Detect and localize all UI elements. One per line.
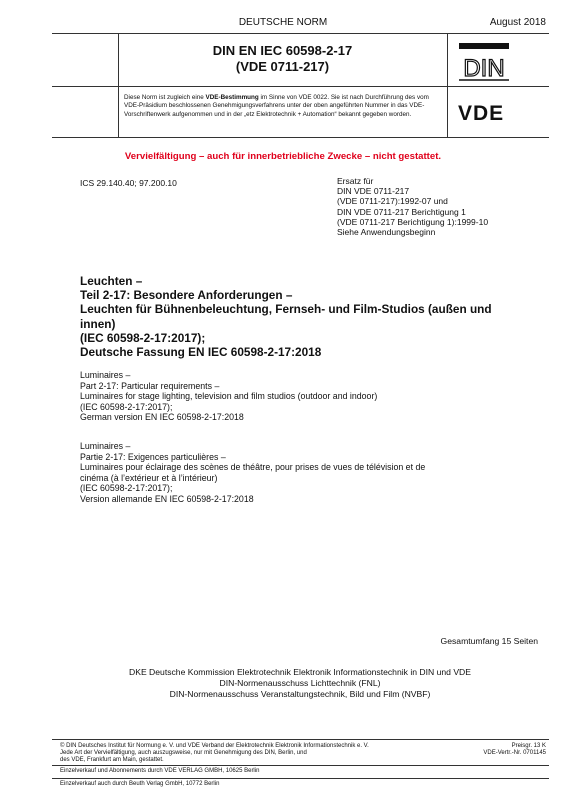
footer-rule	[52, 739, 549, 740]
vde-note-bold: VDE-Bestimmung	[205, 94, 259, 101]
header-norm-type: DEUTSCHE NORM	[238, 17, 328, 28]
title-french-line: Luminaires pour éclairage des scènes de théâtre, pour prises de vues de télévision et de	[80, 462, 426, 472]
replacement-line: DIN VDE 0711-217 Berichtigung 1	[337, 206, 466, 217]
din-logo-text: DIN	[463, 55, 505, 82]
title-french-line: Luminaires –	[80, 441, 131, 451]
committee-line: DKE Deutsche Kommission Elektrotechnik Elektronik Informationstechnik in DIN und VDE	[129, 667, 471, 677]
price-info	[483, 743, 546, 757]
title-french-line: cinéma (à l’extérieur et à l’intérieur)	[80, 472, 218, 483]
title-german-line: Leuchten –	[80, 274, 143, 288]
replacement-line: Siehe Anwendungsbeginn	[337, 227, 436, 238]
title-german-line: Deutsche Fassung EN IEC 60598-2-17:2018	[80, 345, 322, 360]
committee-line: DIN-Normenausschuss Lichttechnik (FNL)	[219, 678, 381, 688]
title-german-line: Teil 2-17: Besondere Anforderungen –	[80, 288, 293, 303]
title-french-line: (IEC 60598-2-17:2017);	[80, 483, 173, 493]
replacement-line: DIN VDE 0711-217	[337, 186, 410, 197]
title-german-line: innen)	[80, 316, 116, 331]
vde-note-suffix: im Sinne von VDE 0022. Sie ist nach Durchführung des vom VDE-Präsidium beschlossenen Genehmigungsverfahrens unter der oben angeführten Nummer in das VDE-Vorschriftenwerk aufgenommen und in der „etz Elektrotechnik + Automation“ bekannt gegeben worden.	[124, 94, 429, 118]
sales-rule-mid	[52, 778, 549, 779]
copy-warning: Vervielfältigung – auch für innerbetriebliche Zwecke – nicht gestattet.	[124, 151, 442, 162]
price-group: Preisgr. 13 K	[511, 743, 546, 749]
mid-rule	[52, 86, 549, 87]
title-german-line: (IEC 60598-2-17:2017);	[80, 330, 206, 345]
sales-rule-top	[52, 765, 549, 766]
sales-vde-verlag: Einzelverkauf und Abonnements durch VDE VERLAG GMBH, 10625 Berlin	[60, 768, 260, 774]
title-english-line: Luminaires –	[80, 370, 131, 380]
title-english-line: Part 2-17: Particular requirements –	[80, 380, 220, 391]
title-english-line: German version EN IEC 60598-2-17:2018	[80, 412, 244, 422]
title-french	[80, 441, 540, 504]
committee-line: DIN-Normenausschuss Veranstaltungstechnik, Bild und Film (NVBF)	[169, 689, 431, 699]
document-number-din: DIN EN IEC 60598-2-17	[212, 43, 353, 58]
document-number-vde: (VDE 0711-217)	[235, 59, 330, 74]
replacement-line: (VDE 0711-217):1992-07 und	[337, 196, 448, 207]
replacement-info	[337, 176, 488, 237]
copyright-notice	[60, 743, 440, 765]
header-date: August 2018	[489, 17, 546, 28]
replacement-line: Ersatz für	[337, 176, 374, 186]
copyright-line: Jede Art der Vervielfältigung, auch auszugsweise, nur mit Genehmigung des DIN, Berlin, und	[60, 750, 307, 757]
box-bottom-rule	[52, 137, 549, 138]
title-english-line: (IEC 60598-2-17:2017);	[80, 401, 173, 412]
title-english-line: Luminaires for stage lighting, television and film studios (outdoor and indoor)	[80, 391, 378, 401]
title-german-line: Leuchten für Bühnenbeleuchtung, Fernseh- und Film-Studios (außen und	[80, 302, 492, 317]
total-pages: Gesamtumfang 15 Seiten	[440, 636, 538, 646]
din-logo-icon	[458, 42, 510, 82]
vde-contract-number: VDE-Vertr.-Nr. 0701145	[483, 750, 546, 757]
copyright-line: © DIN Deutsches Institut für Normung e. V. und VDE Verband der Elektrotechnik Elektronik Informationstechnik e. V.	[60, 743, 369, 749]
vde-regulation-note	[124, 94, 442, 119]
vde-note-prefix: Diese Norm ist zugleich eine	[124, 94, 206, 101]
replacement-line: (VDE 0711-217 Berichtigung 1):1999-10	[337, 216, 489, 227]
committees	[60, 667, 540, 700]
title-german	[80, 274, 530, 359]
ics-codes: ICS 29.140.40; 97.200.10	[80, 178, 177, 188]
sales-beuth-verlag: Einzelverkauf auch durch Beuth Verlag GmbH, 10772 Berlin	[60, 781, 220, 787]
vde-logo-icon: VDE	[458, 102, 505, 125]
title-english	[80, 370, 530, 423]
document-number	[120, 43, 445, 75]
title-french-line: Partie 2-17: Exigences particulières –	[80, 451, 226, 462]
title-french-line: Version allemande EN IEC 60598-2-17:2018	[80, 493, 254, 504]
copyright-line: des VDE, Frankfurt am Main, gestattet.	[60, 757, 164, 764]
right-divider	[447, 33, 448, 137]
top-rule	[52, 33, 549, 34]
left-divider	[118, 33, 119, 137]
